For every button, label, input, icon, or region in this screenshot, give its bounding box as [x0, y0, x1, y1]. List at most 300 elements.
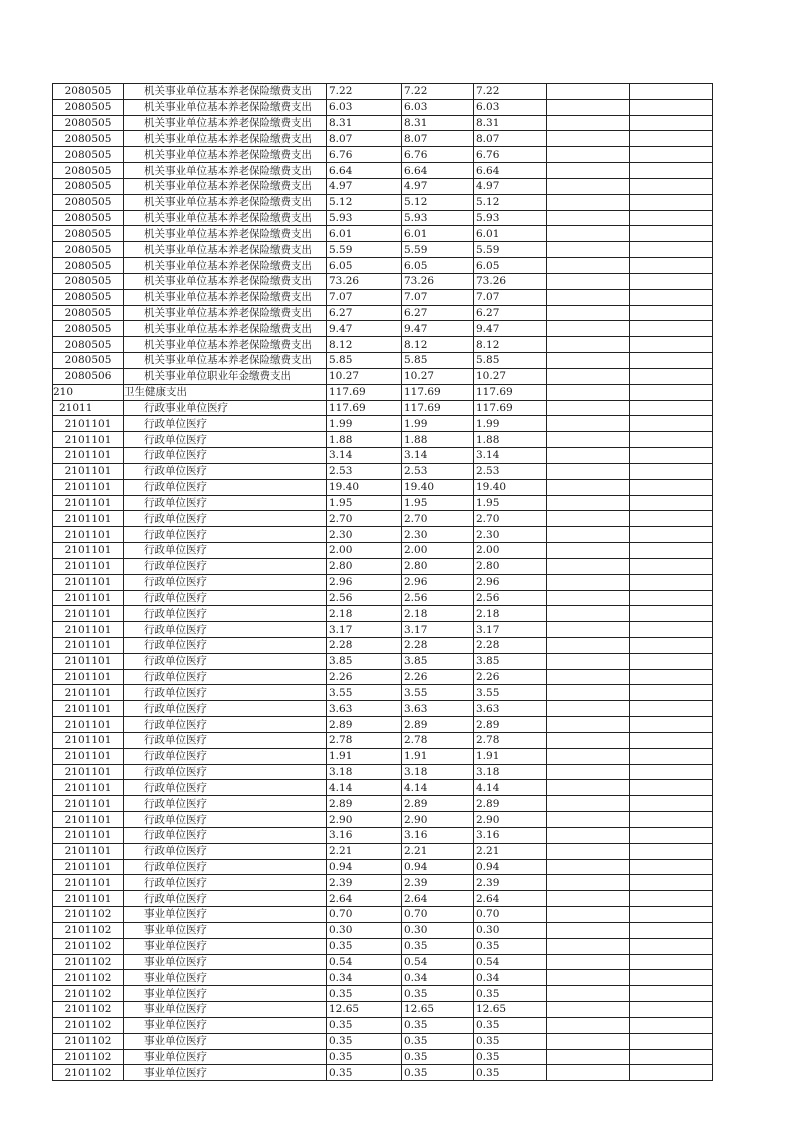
- basic-expenditure-cell: 1.99: [402, 416, 474, 432]
- subject-name-cell: 行政单位医疗: [124, 669, 327, 685]
- basic-expenditure-cell: 8.31: [402, 115, 474, 131]
- table-row: [53, 606, 713, 622]
- extra-cell-1: [547, 669, 630, 685]
- table-row: [53, 147, 713, 163]
- extra-cell-2: [630, 653, 713, 669]
- extra-cell-2: [630, 748, 713, 764]
- subject-name-cell: 机关事业单位基本养老保险缴费支出: [124, 242, 327, 258]
- total-amount-cell: 6.27: [327, 305, 402, 321]
- subject-code-cell: 210: [53, 384, 124, 400]
- table-row: [53, 954, 713, 970]
- table-row: [53, 210, 713, 226]
- subject-code-cell: 2101101: [53, 653, 124, 669]
- total-amount-cell: 6.03: [327, 99, 402, 115]
- subject-name-cell: 机关事业单位基本养老保险缴费支出: [124, 131, 327, 147]
- extra-cell-2: [630, 511, 713, 527]
- table-row: [53, 543, 713, 559]
- basic-expenditure-cell: 3.17: [402, 622, 474, 638]
- total-amount-cell: 3.16: [327, 827, 402, 843]
- table-row: [53, 368, 713, 384]
- extra-cell-1: [547, 289, 630, 305]
- basic-expenditure-cell: 0.70: [402, 907, 474, 923]
- total-amount-cell: 2.18: [327, 606, 402, 622]
- basic-expenditure-cell: 3.16: [402, 827, 474, 843]
- subject-code-cell: 2101101: [53, 558, 124, 574]
- personnel-expenditure-cell: 5.93: [474, 210, 547, 226]
- table-row: [53, 273, 713, 289]
- total-amount-cell: 2.96: [327, 574, 402, 590]
- subject-code-cell: 2080505: [53, 242, 124, 258]
- personnel-expenditure-cell: 0.70: [474, 907, 547, 923]
- total-amount-cell: 3.14: [327, 448, 402, 464]
- extra-cell-1: [547, 827, 630, 843]
- personnel-expenditure-cell: 2.21: [474, 843, 547, 859]
- basic-expenditure-cell: 8.07: [402, 131, 474, 147]
- subject-name-cell: 行政单位医疗: [124, 511, 327, 527]
- extra-cell-1: [547, 938, 630, 954]
- extra-cell-2: [630, 1065, 713, 1081]
- basic-expenditure-cell: 5.85: [402, 353, 474, 369]
- subject-name-cell: 行政单位医疗: [124, 416, 327, 432]
- total-amount-cell: 2.64: [327, 891, 402, 907]
- table-row: [53, 986, 713, 1002]
- subject-code-cell: 2101101: [53, 732, 124, 748]
- subject-name-cell: 行政单位医疗: [124, 479, 327, 495]
- table-row: [53, 859, 713, 875]
- extra-cell-2: [630, 780, 713, 796]
- total-amount-cell: 6.05: [327, 258, 402, 274]
- subject-name-cell: 机关事业单位基本养老保险缴费支出: [124, 210, 327, 226]
- subject-name-cell: 行政单位医疗: [124, 732, 327, 748]
- personnel-expenditure-cell: 2.30: [474, 527, 547, 543]
- subject-code-cell: 2101101: [53, 827, 124, 843]
- extra-cell-2: [630, 764, 713, 780]
- subject-code-cell: 2080505: [53, 289, 124, 305]
- extra-cell-1: [547, 305, 630, 321]
- extra-cell-1: [547, 1049, 630, 1065]
- personnel-expenditure-cell: 8.07: [474, 131, 547, 147]
- subject-name-cell: 行政单位医疗: [124, 780, 327, 796]
- personnel-expenditure-cell: 73.26: [474, 273, 547, 289]
- extra-cell-2: [630, 590, 713, 606]
- personnel-expenditure-cell: 2.80: [474, 558, 547, 574]
- table-row: [53, 384, 713, 400]
- total-amount-cell: 0.70: [327, 907, 402, 923]
- table-row: [53, 891, 713, 907]
- extra-cell-2: [630, 796, 713, 812]
- extra-cell-1: [547, 606, 630, 622]
- extra-cell-1: [547, 907, 630, 923]
- basic-expenditure-cell: 2.90: [402, 812, 474, 828]
- basic-expenditure-cell: 2.70: [402, 511, 474, 527]
- subject-code-cell: 2080505: [53, 163, 124, 179]
- subject-name-cell: 机关事业单位基本养老保险缴费支出: [124, 147, 327, 163]
- subject-code-cell: 2101101: [53, 416, 124, 432]
- extra-cell-2: [630, 875, 713, 891]
- extra-cell-1: [547, 843, 630, 859]
- personnel-expenditure-cell: 0.34: [474, 970, 547, 986]
- total-amount-cell: 117.69: [327, 400, 402, 416]
- personnel-expenditure-cell: 2.53: [474, 463, 547, 479]
- extra-cell-2: [630, 954, 713, 970]
- subject-name-cell: 机关事业单位基本养老保险缴费支出: [124, 163, 327, 179]
- extra-cell-1: [547, 954, 630, 970]
- personnel-expenditure-cell: 19.40: [474, 479, 547, 495]
- basic-expenditure-cell: 2.78: [402, 732, 474, 748]
- subject-code-cell: 2080505: [53, 84, 124, 100]
- extra-cell-2: [630, 84, 713, 100]
- subject-name-cell: 行政单位医疗: [124, 653, 327, 669]
- extra-cell-1: [547, 321, 630, 337]
- subject-code-cell: 2101101: [53, 669, 124, 685]
- subject-name-cell: 行政单位医疗: [124, 543, 327, 559]
- subject-name-cell: 事业单位医疗: [124, 986, 327, 1002]
- extra-cell-1: [547, 115, 630, 131]
- basic-expenditure-cell: 2.30: [402, 527, 474, 543]
- total-amount-cell: 6.01: [327, 226, 402, 242]
- total-amount-cell: 3.63: [327, 701, 402, 717]
- basic-expenditure-cell: 2.53: [402, 463, 474, 479]
- subject-code-cell: 2101101: [53, 891, 124, 907]
- total-amount-cell: 117.69: [327, 384, 402, 400]
- total-amount-cell: 73.26: [327, 273, 402, 289]
- basic-expenditure-cell: 2.18: [402, 606, 474, 622]
- extra-cell-2: [630, 669, 713, 685]
- subject-code-cell: 2080505: [53, 305, 124, 321]
- extra-cell-2: [630, 574, 713, 590]
- extra-cell-2: [630, 368, 713, 384]
- subject-code-cell: 2101101: [53, 859, 124, 875]
- extra-cell-2: [630, 416, 713, 432]
- total-amount-cell: 3.17: [327, 622, 402, 638]
- basic-expenditure-cell: 0.30: [402, 922, 474, 938]
- personnel-expenditure-cell: 0.35: [474, 986, 547, 1002]
- total-amount-cell: 4.97: [327, 178, 402, 194]
- table-row: [53, 242, 713, 258]
- extra-cell-1: [547, 463, 630, 479]
- subject-name-cell: 行政单位医疗: [124, 764, 327, 780]
- extra-cell-1: [547, 574, 630, 590]
- extra-cell-1: [547, 242, 630, 258]
- basic-expenditure-cell: 117.69: [402, 400, 474, 416]
- extra-cell-1: [547, 637, 630, 653]
- extra-cell-1: [547, 764, 630, 780]
- extra-cell-1: [547, 368, 630, 384]
- basic-expenditure-cell: 7.07: [402, 289, 474, 305]
- subject-code-cell: 2101101: [53, 495, 124, 511]
- table-row: [53, 337, 713, 353]
- extra-cell-1: [547, 511, 630, 527]
- personnel-expenditure-cell: 3.16: [474, 827, 547, 843]
- extra-cell-2: [630, 637, 713, 653]
- subject-code-cell: 2101101: [53, 543, 124, 559]
- extra-cell-1: [547, 891, 630, 907]
- extra-cell-1: [547, 353, 630, 369]
- total-amount-cell: 2.26: [327, 669, 402, 685]
- total-amount-cell: 5.93: [327, 210, 402, 226]
- extra-cell-2: [630, 812, 713, 828]
- subject-name-cell: 机关事业单位基本养老保险缴费支出: [124, 178, 327, 194]
- extra-cell-2: [630, 827, 713, 843]
- personnel-expenditure-cell: 117.69: [474, 384, 547, 400]
- table-row: [53, 353, 713, 369]
- subject-name-cell: 事业单位医疗: [124, 1065, 327, 1081]
- table-row: [53, 685, 713, 701]
- total-amount-cell: 2.53: [327, 463, 402, 479]
- table-row: [53, 574, 713, 590]
- subject-name-cell: 事业单位医疗: [124, 1033, 327, 1049]
- extra-cell-2: [630, 305, 713, 321]
- subject-name-cell: 卫生健康支出: [124, 384, 327, 400]
- table-body: [53, 84, 713, 1081]
- basic-expenditure-cell: 1.91: [402, 748, 474, 764]
- extra-cell-1: [547, 258, 630, 274]
- subject-name-cell: 事业单位医疗: [124, 1002, 327, 1018]
- table-row: [53, 194, 713, 210]
- basic-expenditure-cell: 12.65: [402, 1002, 474, 1018]
- table-row: [53, 732, 713, 748]
- personnel-expenditure-cell: 2.96: [474, 574, 547, 590]
- extra-cell-1: [547, 147, 630, 163]
- personnel-expenditure-cell: 6.01: [474, 226, 547, 242]
- subject-code-cell: 2101102: [53, 1033, 124, 1049]
- subject-name-cell: 行政单位医疗: [124, 701, 327, 717]
- subject-code-cell: 2080505: [53, 194, 124, 210]
- extra-cell-1: [547, 1017, 630, 1033]
- basic-expenditure-cell: 73.26: [402, 273, 474, 289]
- extra-cell-1: [547, 495, 630, 511]
- table-row: [53, 289, 713, 305]
- subject-code-cell: 2101102: [53, 1017, 124, 1033]
- personnel-expenditure-cell: 7.07: [474, 289, 547, 305]
- extra-cell-2: [630, 543, 713, 559]
- extra-cell-1: [547, 194, 630, 210]
- subject-name-cell: 行政单位医疗: [124, 574, 327, 590]
- table-row: [53, 812, 713, 828]
- table-row: [53, 875, 713, 891]
- extra-cell-2: [630, 1002, 713, 1018]
- subject-name-cell: 行政单位医疗: [124, 637, 327, 653]
- total-amount-cell: 0.34: [327, 970, 402, 986]
- table-row: [53, 748, 713, 764]
- extra-cell-1: [547, 986, 630, 1002]
- extra-cell-1: [547, 590, 630, 606]
- extra-cell-1: [547, 701, 630, 717]
- total-amount-cell: 8.12: [327, 337, 402, 353]
- basic-expenditure-cell: 2.89: [402, 717, 474, 733]
- extra-cell-1: [547, 84, 630, 100]
- basic-expenditure-cell: 6.05: [402, 258, 474, 274]
- extra-cell-1: [547, 796, 630, 812]
- extra-cell-1: [547, 99, 630, 115]
- extra-cell-1: [547, 748, 630, 764]
- subject-code-cell: 2101101: [53, 796, 124, 812]
- personnel-expenditure-cell: 3.18: [474, 764, 547, 780]
- subject-code-cell: 2101101: [53, 606, 124, 622]
- personnel-expenditure-cell: 5.85: [474, 353, 547, 369]
- total-amount-cell: 0.35: [327, 986, 402, 1002]
- subject-name-cell: 行政单位医疗: [124, 796, 327, 812]
- total-amount-cell: 1.88: [327, 432, 402, 448]
- extra-cell-1: [547, 543, 630, 559]
- extra-cell-1: [547, 653, 630, 669]
- basic-expenditure-cell: 2.64: [402, 891, 474, 907]
- total-amount-cell: 3.55: [327, 685, 402, 701]
- subject-code-cell: 2101101: [53, 432, 124, 448]
- personnel-expenditure-cell: 9.47: [474, 321, 547, 337]
- personnel-expenditure-cell: 6.03: [474, 99, 547, 115]
- subject-code-cell: 2101102: [53, 1049, 124, 1065]
- subject-code-cell: 2101101: [53, 812, 124, 828]
- subject-code-cell: 2101102: [53, 954, 124, 970]
- extra-cell-1: [547, 780, 630, 796]
- extra-cell-1: [547, 875, 630, 891]
- basic-expenditure-cell: 3.85: [402, 653, 474, 669]
- basic-expenditure-cell: 6.01: [402, 226, 474, 242]
- extra-cell-2: [630, 527, 713, 543]
- extra-cell-2: [630, 701, 713, 717]
- table-row: [53, 764, 713, 780]
- personnel-expenditure-cell: 3.17: [474, 622, 547, 638]
- table-row: [53, 479, 713, 495]
- personnel-expenditure-cell: 2.64: [474, 891, 547, 907]
- extra-cell-2: [630, 463, 713, 479]
- extra-cell-2: [630, 400, 713, 416]
- personnel-expenditure-cell: 2.39: [474, 875, 547, 891]
- extra-cell-2: [630, 337, 713, 353]
- basic-expenditure-cell: 7.22: [402, 84, 474, 100]
- table-row: [53, 115, 713, 131]
- personnel-expenditure-cell: 8.31: [474, 115, 547, 131]
- extra-cell-2: [630, 1049, 713, 1065]
- table-row: [53, 463, 713, 479]
- extra-cell-2: [630, 321, 713, 337]
- subject-code-cell: 2101102: [53, 970, 124, 986]
- extra-cell-2: [630, 432, 713, 448]
- extra-cell-1: [547, 922, 630, 938]
- total-amount-cell: 0.35: [327, 1049, 402, 1065]
- extra-cell-2: [630, 859, 713, 875]
- subject-name-cell: 行政单位医疗: [124, 748, 327, 764]
- extra-cell-1: [547, 448, 630, 464]
- table-row: [53, 305, 713, 321]
- basic-expenditure-cell: 10.27: [402, 368, 474, 384]
- extra-cell-2: [630, 289, 713, 305]
- extra-cell-2: [630, 606, 713, 622]
- subject-name-cell: 事业单位医疗: [124, 954, 327, 970]
- extra-cell-1: [547, 1065, 630, 1081]
- basic-expenditure-cell: 6.64: [402, 163, 474, 179]
- table-row: [53, 717, 713, 733]
- table-row: [53, 622, 713, 638]
- personnel-expenditure-cell: 3.55: [474, 685, 547, 701]
- total-amount-cell: 1.95: [327, 495, 402, 511]
- total-amount-cell: 8.07: [327, 131, 402, 147]
- total-amount-cell: 3.18: [327, 764, 402, 780]
- subject-name-cell: 机关事业单位基本养老保险缴费支出: [124, 273, 327, 289]
- table-row: [53, 669, 713, 685]
- subject-name-cell: 机关事业单位基本养老保险缴费支出: [124, 305, 327, 321]
- table-row: [53, 131, 713, 147]
- basic-expenditure-cell: 0.35: [402, 1033, 474, 1049]
- table-row: [53, 258, 713, 274]
- table-row: [53, 827, 713, 843]
- table-row: [53, 99, 713, 115]
- basic-expenditure-cell: 4.14: [402, 780, 474, 796]
- extra-cell-1: [547, 400, 630, 416]
- total-amount-cell: 0.94: [327, 859, 402, 875]
- table-row: [53, 907, 713, 923]
- extra-cell-1: [547, 273, 630, 289]
- subject-code-cell: 2101101: [53, 511, 124, 527]
- subject-name-cell: 机关事业单位基本养老保险缴费支出: [124, 99, 327, 115]
- table-row: [53, 416, 713, 432]
- extra-cell-2: [630, 1033, 713, 1049]
- subject-code-cell: 2101102: [53, 938, 124, 954]
- personnel-expenditure-cell: 117.69: [474, 400, 547, 416]
- extra-cell-1: [547, 970, 630, 986]
- subject-name-cell: 行政单位医疗: [124, 527, 327, 543]
- subject-name-cell: 行政单位医疗: [124, 717, 327, 733]
- extra-cell-2: [630, 717, 713, 733]
- subject-code-cell: 2101101: [53, 479, 124, 495]
- extra-cell-1: [547, 226, 630, 242]
- table-row: [53, 843, 713, 859]
- personnel-expenditure-cell: 2.26: [474, 669, 547, 685]
- subject-name-cell: 机关事业单位基本养老保险缴费支出: [124, 337, 327, 353]
- extra-cell-2: [630, 131, 713, 147]
- table-row: [53, 558, 713, 574]
- personnel-expenditure-cell: 5.12: [474, 194, 547, 210]
- subject-name-cell: 事业单位医疗: [124, 922, 327, 938]
- personnel-expenditure-cell: 0.94: [474, 859, 547, 875]
- personnel-expenditure-cell: 8.12: [474, 337, 547, 353]
- table-row: [53, 511, 713, 527]
- personnel-expenditure-cell: 2.78: [474, 732, 547, 748]
- table-row: [53, 432, 713, 448]
- basic-expenditure-cell: 1.95: [402, 495, 474, 511]
- extra-cell-2: [630, 353, 713, 369]
- subject-code-cell: 2101101: [53, 764, 124, 780]
- personnel-expenditure-cell: 1.88: [474, 432, 547, 448]
- total-amount-cell: 0.35: [327, 938, 402, 954]
- subject-name-cell: 行政单位医疗: [124, 891, 327, 907]
- total-amount-cell: 0.35: [327, 1017, 402, 1033]
- basic-expenditure-cell: 19.40: [402, 479, 474, 495]
- personnel-expenditure-cell: 0.35: [474, 1033, 547, 1049]
- table-row: [53, 1002, 713, 1018]
- subject-name-cell: 机关事业单位基本养老保险缴费支出: [124, 321, 327, 337]
- extra-cell-1: [547, 337, 630, 353]
- extra-cell-1: [547, 527, 630, 543]
- total-amount-cell: 0.35: [327, 1065, 402, 1081]
- subject-code-cell: 2080506: [53, 368, 124, 384]
- table-row: [53, 970, 713, 986]
- total-amount-cell: 2.21: [327, 843, 402, 859]
- total-amount-cell: 4.14: [327, 780, 402, 796]
- basic-expenditure-cell: 5.93: [402, 210, 474, 226]
- extra-cell-2: [630, 907, 713, 923]
- total-amount-cell: 6.76: [327, 147, 402, 163]
- subject-name-cell: 机关事业单位基本养老保险缴费支出: [124, 194, 327, 210]
- extra-cell-2: [630, 242, 713, 258]
- subject-code-cell: 2101102: [53, 1065, 124, 1081]
- subject-name-cell: 行政单位医疗: [124, 606, 327, 622]
- personnel-expenditure-cell: 1.95: [474, 495, 547, 511]
- total-amount-cell: 2.90: [327, 812, 402, 828]
- total-amount-cell: 2.56: [327, 590, 402, 606]
- extra-cell-1: [547, 1033, 630, 1049]
